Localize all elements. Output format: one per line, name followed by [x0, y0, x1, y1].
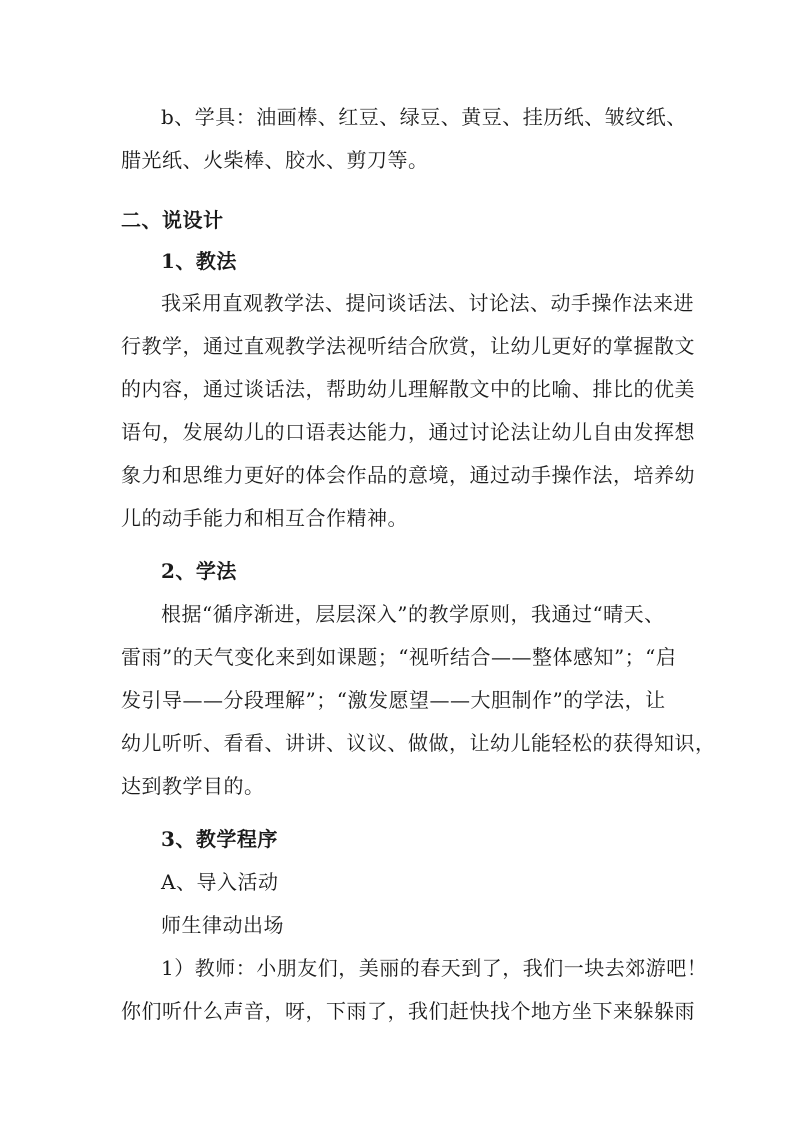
paragraph-line: 达到教学目的。	[121, 774, 265, 798]
paragraph-line: 的内容，通过谈话法，帮助幼儿理解散文中的比喻、排比的优美	[121, 377, 695, 401]
paragraph-line: 行教学，通过直观教学法视听结合欣赏，让幼儿更好的掌握散文	[121, 334, 695, 358]
paragraph-line: 象力和思维力更好的体会作品的意境，通过动手操作法，培养幼	[121, 463, 695, 487]
heading-teaching-procedure: 3、教学程序	[161, 827, 278, 851]
heading-learning-method: 2、学法	[161, 559, 237, 583]
subheading-intro-activity: A、导入活动	[161, 870, 279, 894]
paragraph-line: 我采用直观教学法、提问谈话法、讨论法、动手操作法来进	[161, 291, 694, 315]
heading-design: 二、说设计	[121, 208, 224, 232]
paragraph-line: 语句，发展幼儿的口语表达能力，通过讨论法让幼儿自由发挥想	[121, 420, 695, 444]
line-supplies-cont: 腊光纸、火柴棒、胶水、剪刀等。	[121, 148, 429, 172]
paragraph-line: 雷雨”的天气变化来到如课题；“视听结合——整体感知”；“启	[121, 645, 677, 669]
heading-teaching-method: 1、教法	[161, 249, 237, 273]
paragraph-line: 儿的动手能力和相互合作精神。	[121, 506, 408, 530]
paragraph-line: 发引导——分段理解”；“激发愿望——大胆制作”的学法，让	[121, 688, 666, 712]
paragraph-line: 你们听什么声音，呀，下雨了，我们赶快找个地方坐下来躲躲雨	[121, 999, 695, 1023]
paragraph-line: 幼儿听听、看看、讲讲、议议、做做，让幼儿能轻松的获得知识，	[121, 731, 716, 755]
paragraph-line: 根据“循序渐进，层层深入”的教学原则，我通过“晴天、	[161, 602, 665, 626]
line-supplies: b、学具：油画棒、红豆、绿豆、黄豆、挂历纸、皱纹纸、	[161, 105, 687, 129]
paragraph-line: 1）教师：小朋友们，美丽的春天到了，我们一块去郊游吧！	[161, 956, 708, 980]
paragraph-line: 师生律动出场	[161, 913, 284, 937]
